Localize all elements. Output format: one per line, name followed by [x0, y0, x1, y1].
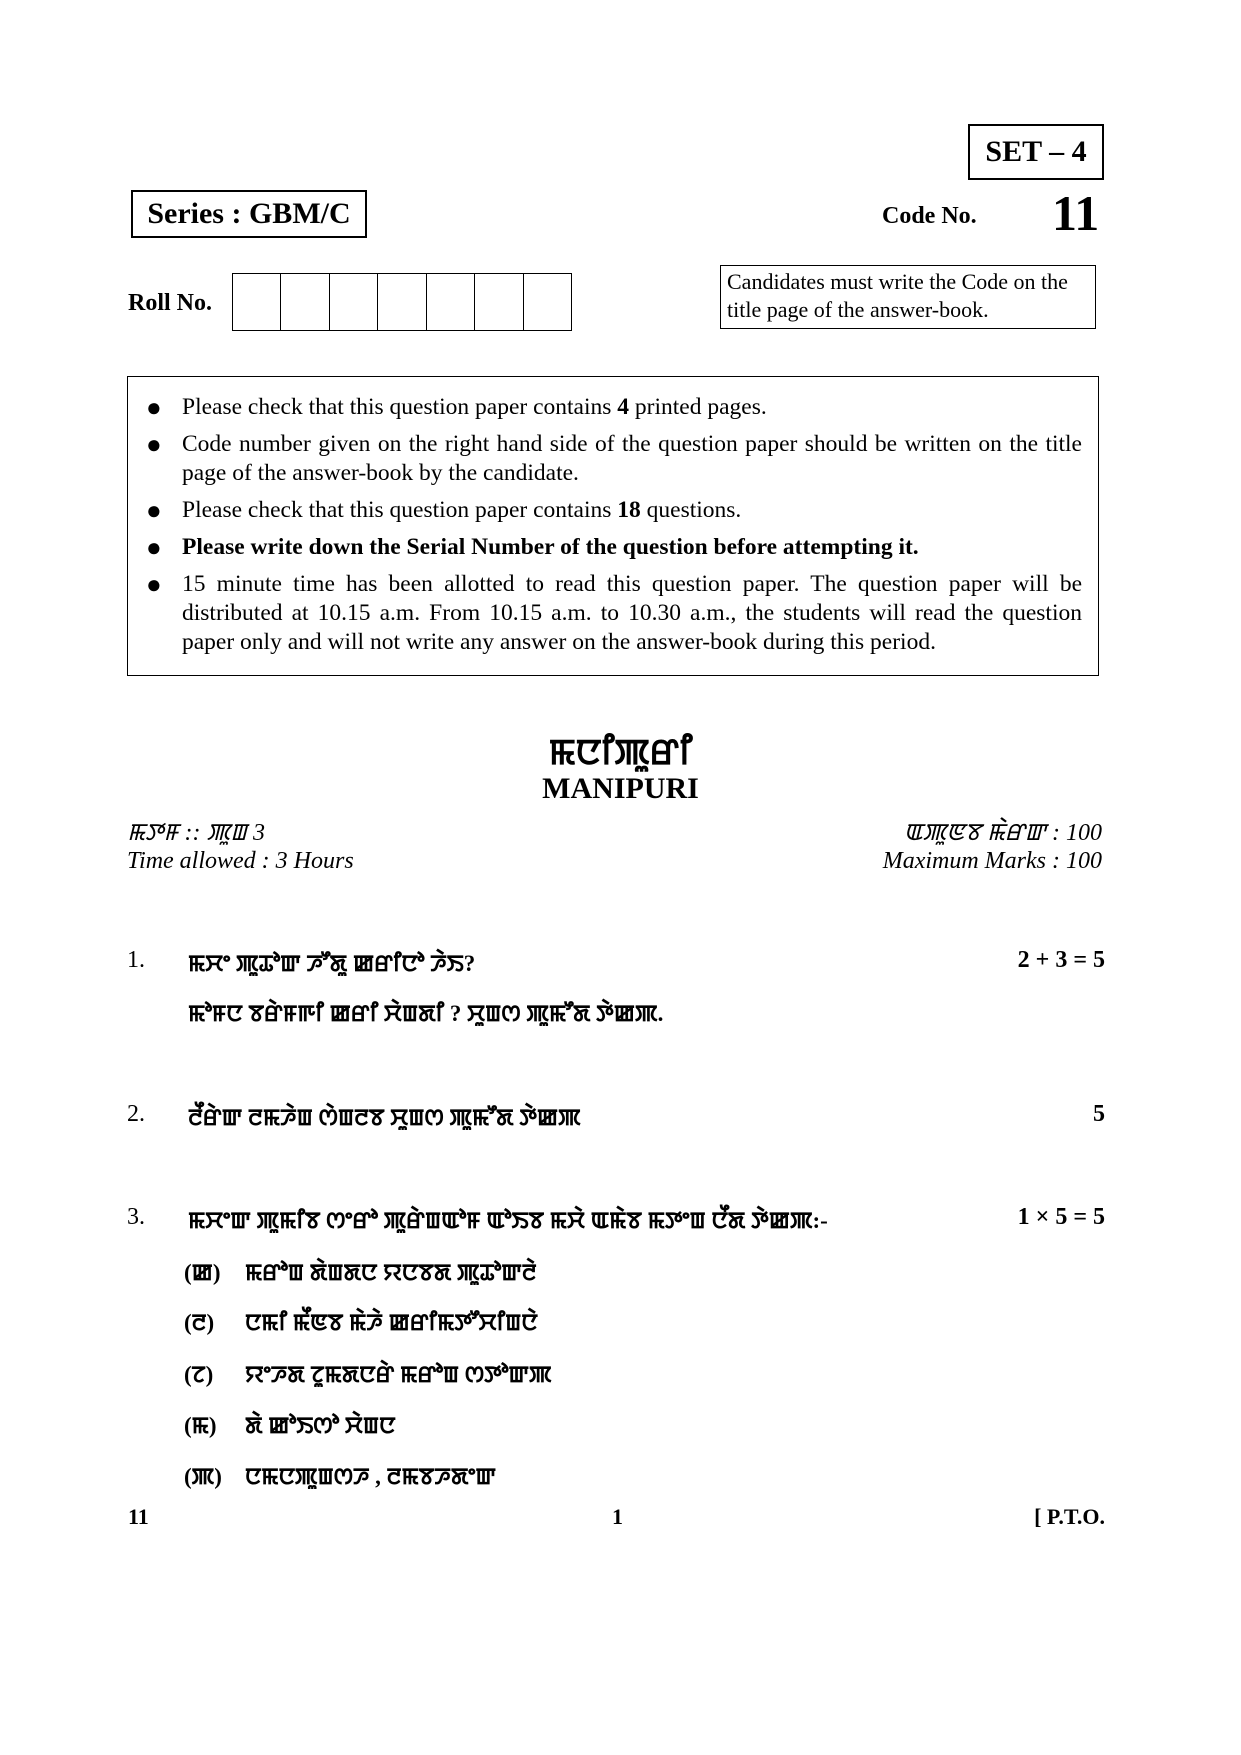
- roll-box[interactable]: [378, 274, 426, 330]
- instruction-item: [146, 533, 1082, 562]
- question-marks: 2 + 3 = 5: [1017, 947, 1105, 973]
- instructions-box: [127, 376, 1099, 676]
- instruction-bold: 4: [617, 394, 630, 420]
- option-label: (ꯀ): [184, 1260, 221, 1285]
- code-label: Code No.: [882, 203, 977, 229]
- option-label: (ꯂ): [184, 1310, 215, 1335]
- time-allowed-english: Time allowed : 3 Hours: [127, 848, 354, 874]
- instruction-item: [146, 496, 1082, 525]
- roll-box[interactable]: [427, 274, 475, 330]
- option-label: (ꯖ): [184, 1362, 214, 1387]
- question-number: 3.: [127, 1204, 145, 1230]
- bullet-icon: ●: [146, 430, 162, 459]
- roll-label: Roll No.: [128, 290, 212, 316]
- roll-box[interactable]: [524, 274, 571, 330]
- instruction-item: [146, 430, 1082, 488]
- bullet-icon: ●: [146, 496, 162, 525]
- option-text: ꯌꯦꯍꯗ ꯖꯨꯃꯗꯅꯔꯥ ꯃꯔꯣꯡ ꯁꯇꯣꯛꯄ: [245, 1362, 552, 1387]
- question-number: 2.: [127, 1101, 145, 1127]
- max-marks-manipuri: ꯑꯄꯨꯟꯕ ꯃꯥꯔꯛ : 100: [903, 820, 1102, 846]
- page-number: 1: [612, 1504, 623, 1529]
- question-marks: 5: [1093, 1101, 1105, 1127]
- footer-code: 11: [128, 1504, 149, 1529]
- roll-number-boxes[interactable]: [232, 273, 572, 331]
- bullet-icon: ●: [146, 570, 162, 599]
- bullet-icon: ●: [146, 533, 162, 562]
- roll-box[interactable]: [281, 274, 329, 330]
- question-number: 1.: [127, 947, 145, 973]
- instructions-list: [128, 377, 1098, 657]
- option-label: (ꯄ): [184, 1464, 222, 1489]
- bullet-icon: ●: [146, 393, 162, 422]
- instruction-text: Please check that this question paper contains: [182, 394, 618, 420]
- max-marks-english: Maximum Marks : 100: [882, 848, 1102, 874]
- question-text: ꯃꯆꯦꯛ ꯄꯨꯃꯤꯕ ꯁꯦꯔꯣ ꯄꯨꯔꯥꯡꯑꯣꯝ ꯑꯣꯏꯕ ꯃꯆꯥ ꯑꯃꯥꯕ ꯃꯇꯦꯡ ꯅꯩꯗ ꯇꯥꯀꯄ:-: [188, 1208, 828, 1233]
- question-text: ꯃꯣꯝꯅ ꯕꯔꯥꯝꯒꯤ ꯀꯔꯤ ꯆꯥꯡꯗꯤ ? ꯆꯨꯡꯁ ꯄꯨꯃꯧꯗ ꯇꯥꯀꯄ.: [188, 1001, 664, 1026]
- question-text: ꯂꯩꯔꯥꯛ ꯂꯃꯍꯥꯡ ꯁꯥꯡꯂꯕ ꯆꯨꯡꯁ ꯄꯨꯃꯧꯗ ꯇꯥꯀꯄ: [188, 1105, 581, 1130]
- instruction-bold: 18: [617, 497, 641, 523]
- instruction-item: [146, 570, 1082, 657]
- subject-title-english: MANIPURI: [542, 772, 699, 805]
- roll-box[interactable]: [233, 274, 281, 330]
- code-number: 11: [1052, 185, 1100, 241]
- option-label: (ꯃ): [184, 1413, 217, 1438]
- roll-box[interactable]: [475, 274, 523, 330]
- instruction-text: 15 minute time has been allotted to read this question paper. The question paper will be distributed at 10.15 a.m. From 10.15 a.m. to 10.30 a.m., the students will read the question paper only and will not write any answer on the answer-book during this period.: [182, 571, 1082, 655]
- option-text: ꯅꯃꯤ ꯃꯩꯟꯕ ꯃꯥꯍꯥ ꯀꯔꯤꯃꯇꯧꯆꯤꯡꯅꯥ: [245, 1310, 538, 1335]
- roll-box[interactable]: [330, 274, 378, 330]
- instruction-text: Code number given on the right hand side of the question paper should be written on the title page of the answer-book by the candidate.: [182, 431, 1082, 486]
- instruction-text: Please check that this question paper contains: [182, 497, 618, 523]
- set-label: SET – 4: [968, 124, 1104, 180]
- option-text: ꯃꯔꯣꯡ ꯗꯥꯡꯗꯅ ꯌꯅꯕꯗ ꯄꯨꯊꯣꯛꯂꯥ: [245, 1260, 537, 1285]
- instruction-text: printed pages.: [629, 394, 767, 420]
- instruction-text: questions.: [640, 497, 742, 523]
- subject-title-manipuri: ꯃꯅꯤꯄꯨꯔꯤ: [548, 732, 693, 772]
- time-allowed-manipuri: ꯃꯇꯝ :: ꯄꯨꯡ 3: [127, 820, 265, 846]
- option-text: ꯗꯥ ꯀꯣꯏꯁꯣ ꯆꯥꯡꯅ: [245, 1413, 396, 1438]
- pto-label: [ P.T.O.: [1034, 1504, 1105, 1529]
- candidate-note: Candidates must write the Code on the title page of the answer-book.: [720, 265, 1096, 329]
- question-text: ꯃꯆꯦ ꯄꯨꯊꯣꯛ ꯍꯧꯗꯨ ꯀꯔꯤꯅꯣ ꯍꯥꯏ?: [188, 951, 476, 976]
- question-marks: 1 × 5 = 5: [1017, 1204, 1105, 1230]
- option-text: ꯅꯃꯅꯄꯨꯡꯁꯍ , ꯂꯃꯕꯍꯗꯦꯛ: [245, 1464, 496, 1489]
- instruction-bold: Please write down the Serial Number of the question before attempting it.: [182, 534, 919, 560]
- series-label: Series : GBM/C: [131, 190, 367, 238]
- instruction-item: [146, 393, 1082, 422]
